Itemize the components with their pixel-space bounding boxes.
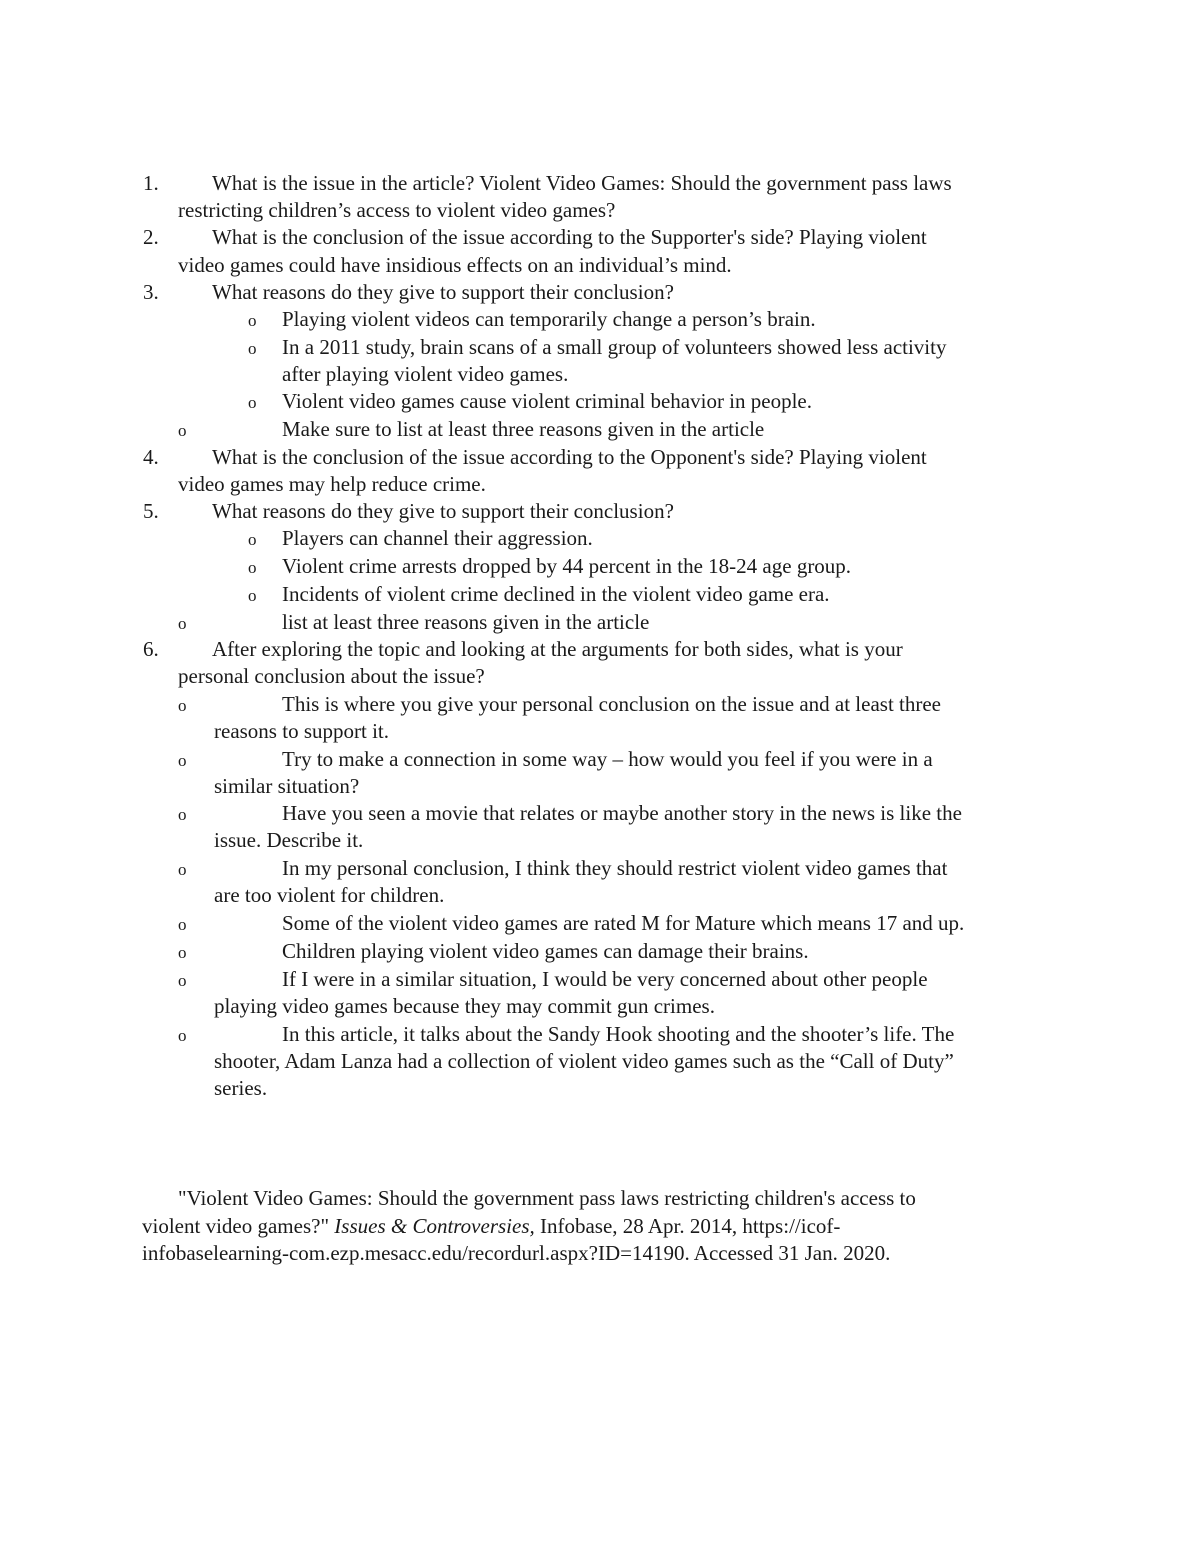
item-text: video games could have insidious effects on an individual’s mind. (178, 253, 732, 277)
item-text: What reasons do they give to support their conclusion? (212, 499, 674, 523)
bullet-marker: o (178, 614, 187, 633)
item-number: 4. (143, 445, 159, 469)
bullet-marker: o (178, 696, 187, 715)
bullet-text: Violent video games cause violent criminal behavior in people. (282, 389, 812, 413)
bullet-text: after playing violent video games. (282, 362, 569, 386)
item-text: video games may help reduce crime. (178, 472, 486, 496)
item-number: 3. (143, 280, 159, 304)
item-number: 6. (143, 637, 159, 661)
bullet-marker: o (178, 860, 187, 879)
item-number: 5. (143, 499, 159, 523)
item-text: personal conclusion about the issue? (178, 664, 485, 688)
bullet-text: Incidents of violent crime declined in the violent video game era. (282, 582, 830, 606)
citation-source-title: Issues & Controversies, (334, 1214, 535, 1238)
citation-text: Infobase, 28 Apr. 2014, https://icof- (534, 1214, 841, 1238)
bullet-text: Playing violent videos can temporarily change a person’s brain. (282, 307, 816, 331)
citation-text: violent video games?" (142, 1214, 335, 1238)
bullet-text: similar situation? (214, 774, 360, 798)
bullet-marker: o (248, 393, 257, 412)
bullet-marker: o (248, 311, 257, 330)
bullet-text: Children playing violent video games can damage their brains. (282, 939, 809, 963)
bullet-text: playing video games because they may commit gun crimes. (214, 994, 715, 1018)
item-text: restricting children’s access to violent video games? (178, 198, 616, 222)
bullet-text: Violent crime arrests dropped by 44 percent in the 18-24 age group. (282, 554, 852, 578)
bullet-text: This is where you give your personal conclusion on the issue and at least three (282, 692, 941, 716)
bullet-marker: o (178, 971, 187, 990)
bullet-text: Try to make a connection in some way – how would you feel if you were in a (282, 747, 933, 771)
item-text: What is the conclusion of the issue according to the Supporter's side? Playing violent (212, 225, 927, 249)
item-text: After exploring the topic and looking at the arguments for both sides, what is your (212, 637, 903, 661)
bullet-text: Some of the violent video games are rated M for Mature which means 17 and up. (282, 911, 965, 935)
bullet-text: In this article, it talks about the Sandy Hook shooting and the shooter’s life. The (282, 1022, 955, 1046)
citation-line: infobaselearning-com.ezp.mesacc.edu/recordurl.aspx?ID=14190. Accessed 31 Jan. 2020. (142, 1241, 891, 1265)
bullet-text: list at least three reasons given in the article (282, 610, 650, 634)
bullet-text: reasons to support it. (214, 719, 389, 743)
bullet-text: Players can channel their aggression. (282, 526, 593, 550)
bullet-text: In a 2011 study, brain scans of a small group of volunteers showed less activity (282, 335, 947, 359)
bullet-text: In my personal conclusion, I think they should restrict violent video games that (282, 856, 948, 880)
bullet-text: shooter, Adam Lanza had a collection of violent video games such as the “Call of Duty” (214, 1049, 954, 1073)
bullet-text: are too violent for children. (214, 883, 445, 907)
bullet-marker: o (178, 421, 187, 440)
bullet-marker: o (178, 915, 187, 934)
bullet-marker: o (248, 530, 257, 549)
item-text: What is the conclusion of the issue according to the Opponent's side? Playing violent (212, 445, 927, 469)
item-number: 1. (143, 171, 159, 195)
bullet-text: series. (214, 1076, 268, 1100)
citation-line: "Violent Video Games: Should the government pass laws restricting children's access to (178, 1186, 916, 1210)
bullet-text: Make sure to list at least three reasons given in the article (282, 417, 765, 441)
bullet-marker: o (178, 805, 187, 824)
item-text: What is the issue in the article? Violent Video Games: Should the government pass laws (212, 171, 952, 195)
bullet-marker: o (178, 943, 187, 962)
bullet-marker: o (248, 558, 257, 577)
bullet-marker: o (248, 339, 257, 358)
item-number: 2. (143, 225, 159, 249)
citation-line (142, 1213, 840, 1240)
bullet-text: Have you seen a movie that relates or maybe another story in the news is like the (282, 801, 962, 825)
item-text: What reasons do they give to support their conclusion? (212, 280, 674, 304)
bullet-text: issue. Describe it. (214, 828, 364, 852)
bullet-marker: o (178, 1026, 187, 1045)
bullet-marker: o (178, 751, 187, 770)
bullet-marker: o (248, 586, 257, 605)
bullet-text: If I were in a similar situation, I would be very concerned about other people (282, 967, 928, 991)
